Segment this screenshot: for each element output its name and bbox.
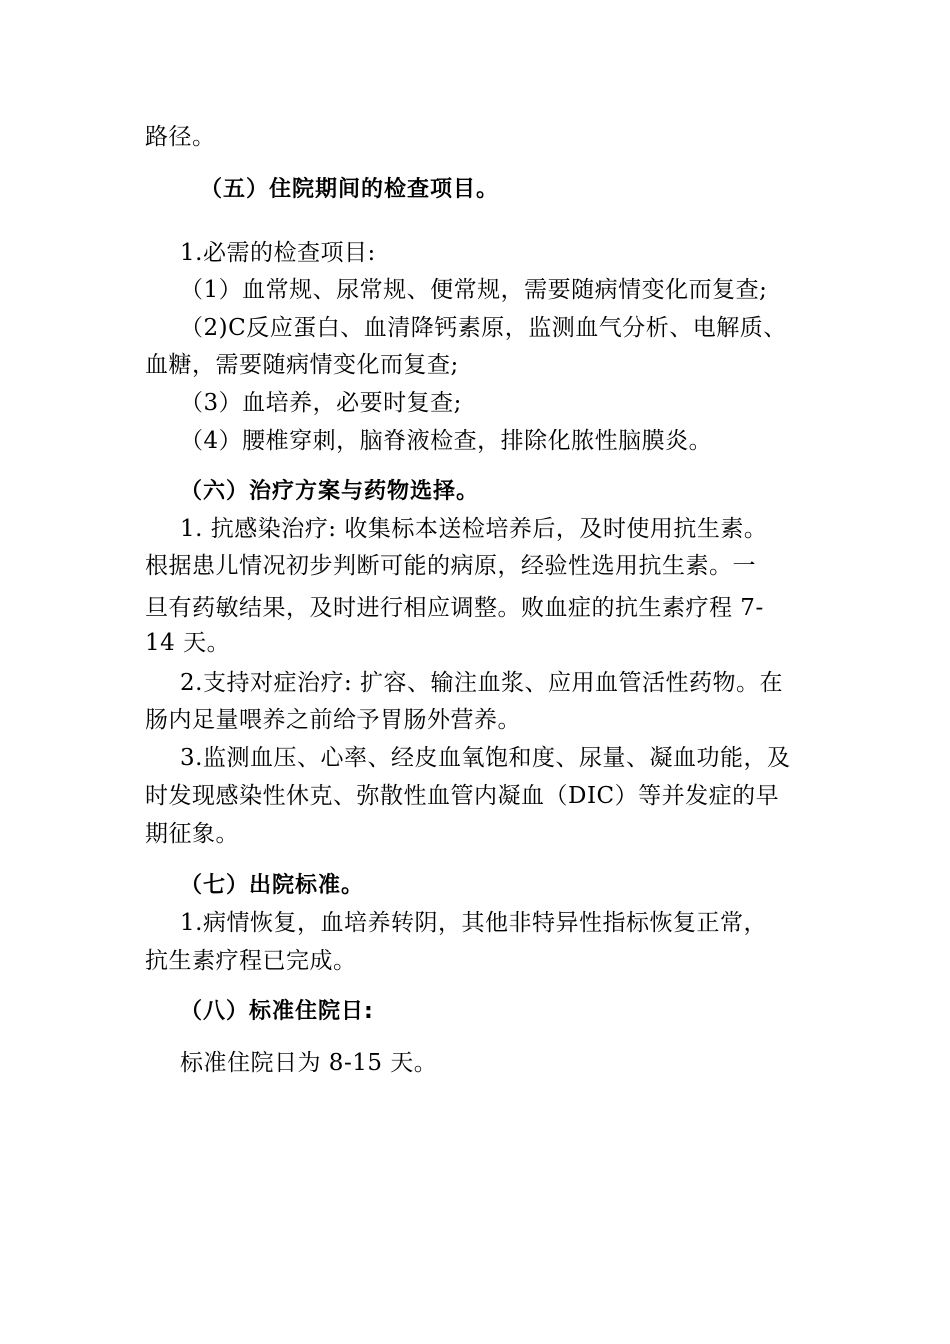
text-line: （3）血培养，必要时复查; [180,390,462,416]
text-line: （4）腰椎穿刺，脑脊液检查，排除化脓性脑膜炎。 [180,428,713,454]
text-line: （1）血常规、尿常规、便常规，需要随病情变化而复查; [180,277,768,303]
text-line: 标准住院日为 8-15 天。 [180,1050,438,1076]
text-line: 旦有药敏结果，及时进行相应调整。败血症的抗生素疗程 7- [145,595,764,621]
section-heading-7: （七）出院标准。 [180,873,365,898]
text-line: 1. 抗感染治疗: 收集标本送检培养后，及时使用抗生素。 [180,516,768,542]
text-line: 根据患儿情况初步判断可能的病原，经验性选用抗生素。一 [145,553,756,579]
text-line: 1.必需的检查项目: [180,240,376,266]
text-line: 14 天。 [145,630,231,656]
section-heading-6: （六）治疗方案与药物选择。 [180,479,480,504]
text-line: 抗生素疗程已完成。 [145,948,357,974]
text-line: 2.支持对症治疗: 扩容、输注血浆、应用血管活性药物。在 [180,670,784,696]
section-heading-8: （八）标准住院日: [180,999,374,1024]
text-line: 血糖，需要随病情变化而复查; [145,352,459,378]
text-line: 肠内足量喂养之前给予胃肠外营养。 [145,707,521,733]
text-line: 期征象。 [145,821,239,847]
text-line: （2)C反应蛋白、血清降钙素原，监测血气分析、电解质、 [180,315,787,341]
text-line: 1.病情恢复，血培养转阴，其他非特异性指标恢复正常， [180,910,767,936]
text-line: 3.监测血压、心率、经皮血氧饱和度、尿量、凝血功能，及 [180,745,791,771]
text-line: 时发现感染性休克、弥散性血管内凝血（DIC）等并发症的早 [145,783,780,809]
text-line: 路径。 [145,124,216,150]
section-heading-5: （五）住院期间的检查项目。 [200,177,500,202]
